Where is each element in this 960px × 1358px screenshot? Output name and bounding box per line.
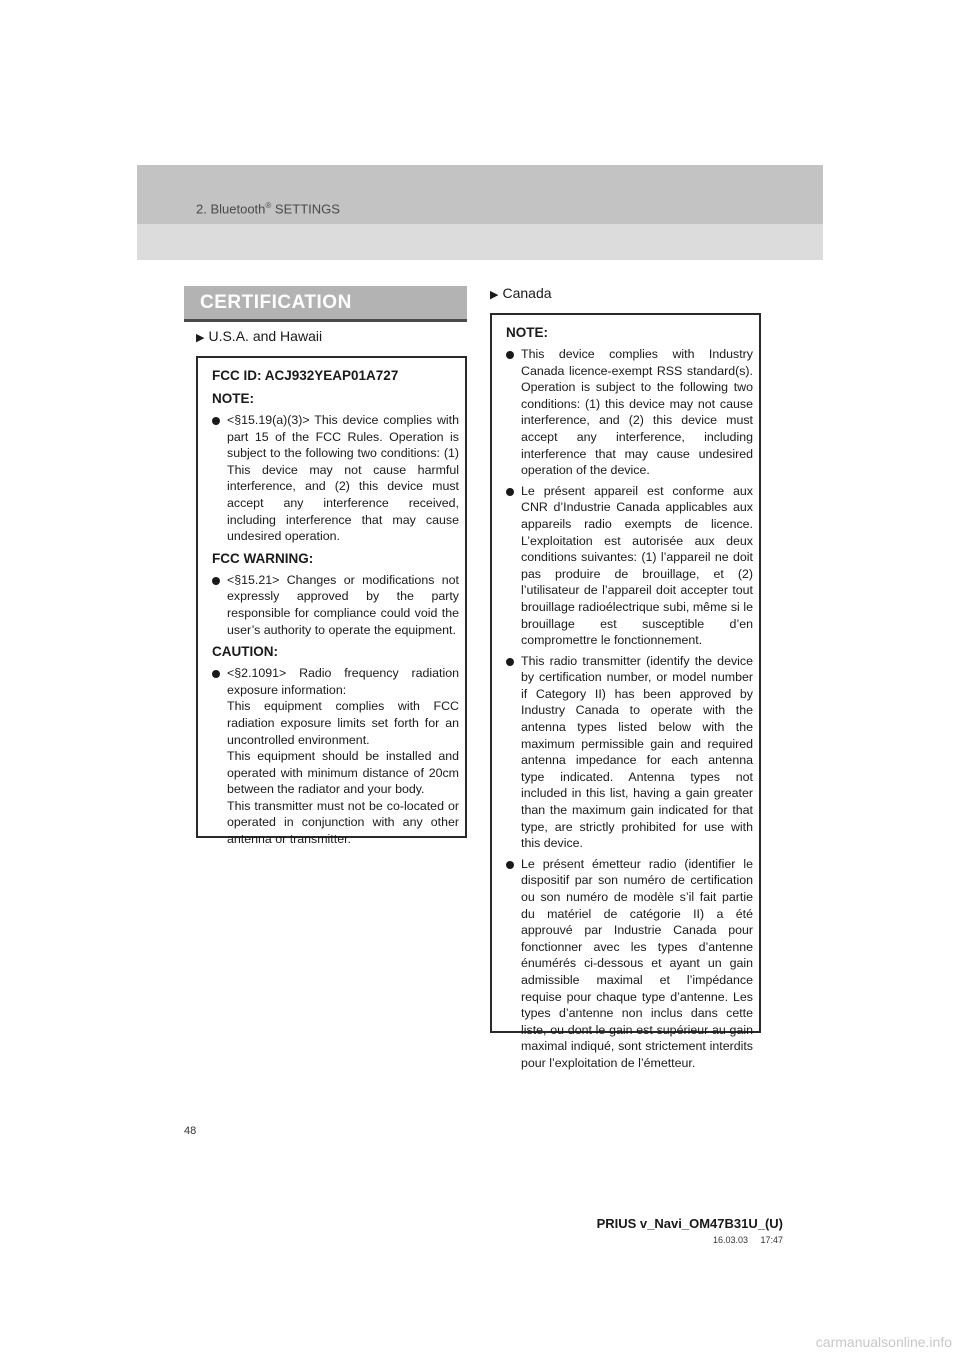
- canada-note-text: Le présent émetteur radio (identifier le dispositif par son numéro de certification ou son numéro de modèle s’il fait partie du matériel de catégorie II) a été approuvé par Industrie Canada pour fonctionner avec les types d’antenne énumérés ci-dessous et ayant un gain admissible maximal et l’impédance requise pour chaque type d’antenne. Les types d’antenne non inclus dans cette liste, ou dont le gain est supérieur au gain maximal indiqué, sont strictement interdits pour l’exploitation de l’émetteur.: [521, 856, 753, 1070]
- list-item: [212, 572, 459, 638]
- caution-line: This equipment complies with FCC radiation exposure limits set forth for an uncontrolled environment.: [227, 699, 459, 747]
- list-item: [506, 856, 753, 1072]
- triangle-arrow-icon: ▶: [490, 289, 499, 301]
- bullet-icon: [212, 577, 220, 585]
- canada-note-text: Le présent appareil est conforme aux CNR d’Industrie Canada applicables aux appareils radio exempts de licence. L’exploitation est autorisée aux deux conditions suivantes: (1) l’appareil ne doit pas produire de brouillage, et (2) l’utilisateur de l’appareil doit accepter tout brouillage radioélectrique subi, même si le brouillage est susceptible d’en compromettre le fonctionnement.: [521, 483, 753, 648]
- section-header-title: [196, 201, 340, 216]
- caution-line: This transmitter must not be co-located or operated in conjunction with any other antenna or transmitter.: [227, 798, 459, 847]
- usa-region-label: [196, 328, 322, 344]
- bullet-icon: [506, 351, 514, 359]
- canada-notice-box: [490, 313, 761, 1070]
- bullet-icon: [212, 670, 220, 678]
- bullet-icon: [506, 658, 514, 666]
- caution-heading: CAUTION:: [212, 644, 278, 660]
- list-item: [506, 653, 753, 852]
- fcc-warning-heading: FCC WARNING:: [212, 550, 314, 566]
- caution-line: <§2.1091> Radio frequency radiation exposure information:: [227, 666, 459, 697]
- triangle-arrow-icon: ▶: [196, 332, 205, 344]
- canada-note-text: This device complies with Industry Canada licence-exempt RSS standard(s). Operation is subject to the following two conditions: (1) this device may not cause interference, and (2) this device must accept any interference, including interference that may cause undesired operation of the device.: [521, 347, 753, 478]
- list-item: [212, 665, 459, 848]
- registered-mark: ®: [265, 201, 272, 210]
- document-date: 16.03.03 17:47: [712, 1235, 783, 1245]
- header-top: [137, 165, 823, 224]
- watermark: carmanualsonline.info: [815, 1334, 952, 1350]
- header-band: [137, 165, 823, 260]
- list-item: [506, 346, 753, 479]
- canada-label-text: Canada: [502, 285, 552, 301]
- fcc-warning-text: <§15.21> Changes or modifications not expressly approved by the party responsible for compliance could void the user’s authority to operate the equipment.: [227, 572, 459, 637]
- usa-note-text: <§15.19(a)(3)> This device complies with part 15 of the FCC Rules. Operation is subject to the following two conditions: (1) This device may not cause harmful interference, and (2) this device must accept any interference received, including interference that may cause undesired operation.: [227, 413, 459, 544]
- canada-region-label: [490, 285, 552, 301]
- canada-note-text: This radio transmitter (identify the device by certification number, or model number if Category II) has been approved by Industry Canada to operate with the antenna types listed below with the maximum permissible gain and required antenna impedance for each antenna type indicated. Antenna types not included in this list, having a gain greater than the maximum gain indicated for that type, are strictly prohibited for use with this device.: [521, 653, 753, 851]
- certification-heading: [184, 286, 467, 322]
- usa-notice-box: [196, 356, 467, 847]
- fcc-id: FCC ID: ACJ932YEAP01A727: [212, 368, 399, 383]
- list-item: [506, 483, 753, 649]
- bullet-icon: [506, 488, 514, 496]
- usa-note-heading: NOTE:: [212, 391, 254, 406]
- document-id: PRIUS v_Navi_OM47B31U_(U): [596, 1216, 783, 1231]
- bullet-icon: [212, 417, 220, 425]
- certification-title: CERTIFICATION: [200, 292, 352, 313]
- header-section: 2. Bluetooth: [196, 201, 266, 217]
- page-number: 48: [184, 1125, 197, 1137]
- bullet-icon: [506, 861, 514, 869]
- list-item: [212, 412, 459, 545]
- canada-note-heading: NOTE:: [506, 325, 548, 340]
- header-section-suffix: SETTINGS: [271, 201, 340, 217]
- caution-line: This equipment should be installed and operated with minimum distance of 20cm between the radiator and your body.: [227, 749, 459, 797]
- usa-label-text: U.S.A. and Hawaii: [208, 328, 323, 344]
